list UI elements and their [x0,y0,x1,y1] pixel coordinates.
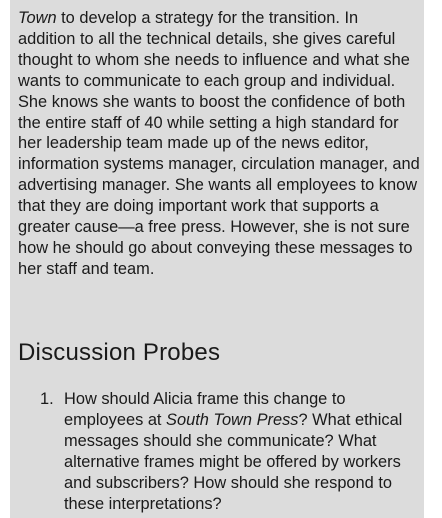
italic-town-fragment: Town [18,9,57,27]
probe-text-after: ? What ethical messages should she communicate? What alternative frames might be offered by workers and subscribers? How should she respond to these interpretations? [64,411,403,513]
section-heading: Discussion Probes [18,339,221,366]
discussion-probes-list [18,389,422,515]
list-item-number: 1. [40,390,54,408]
body-paragraph [18,8,420,280]
body-paragraph-text: to develop a strategy for the transition. In addition to all the technical details, she gives careful thought to whom she needs to influence and what she wants to communicate to each group and individual. She knows she wants to boost the confidence of both the entire staff of 40 while setting a high standard for her leadership team made up of the news editor, information systems manager, circulation manager, and advertising manager. She wants all employees to know that they are doing important work that supports a greater cause—a free press. However, she is not sure how he should go about conveying these messages to her staff and team. [18,9,420,278]
list-item [18,389,422,515]
probe-italic-publication: South Town Press [166,411,299,429]
probe-text-before: How should Alicia frame this change to employees at [64,390,346,429]
